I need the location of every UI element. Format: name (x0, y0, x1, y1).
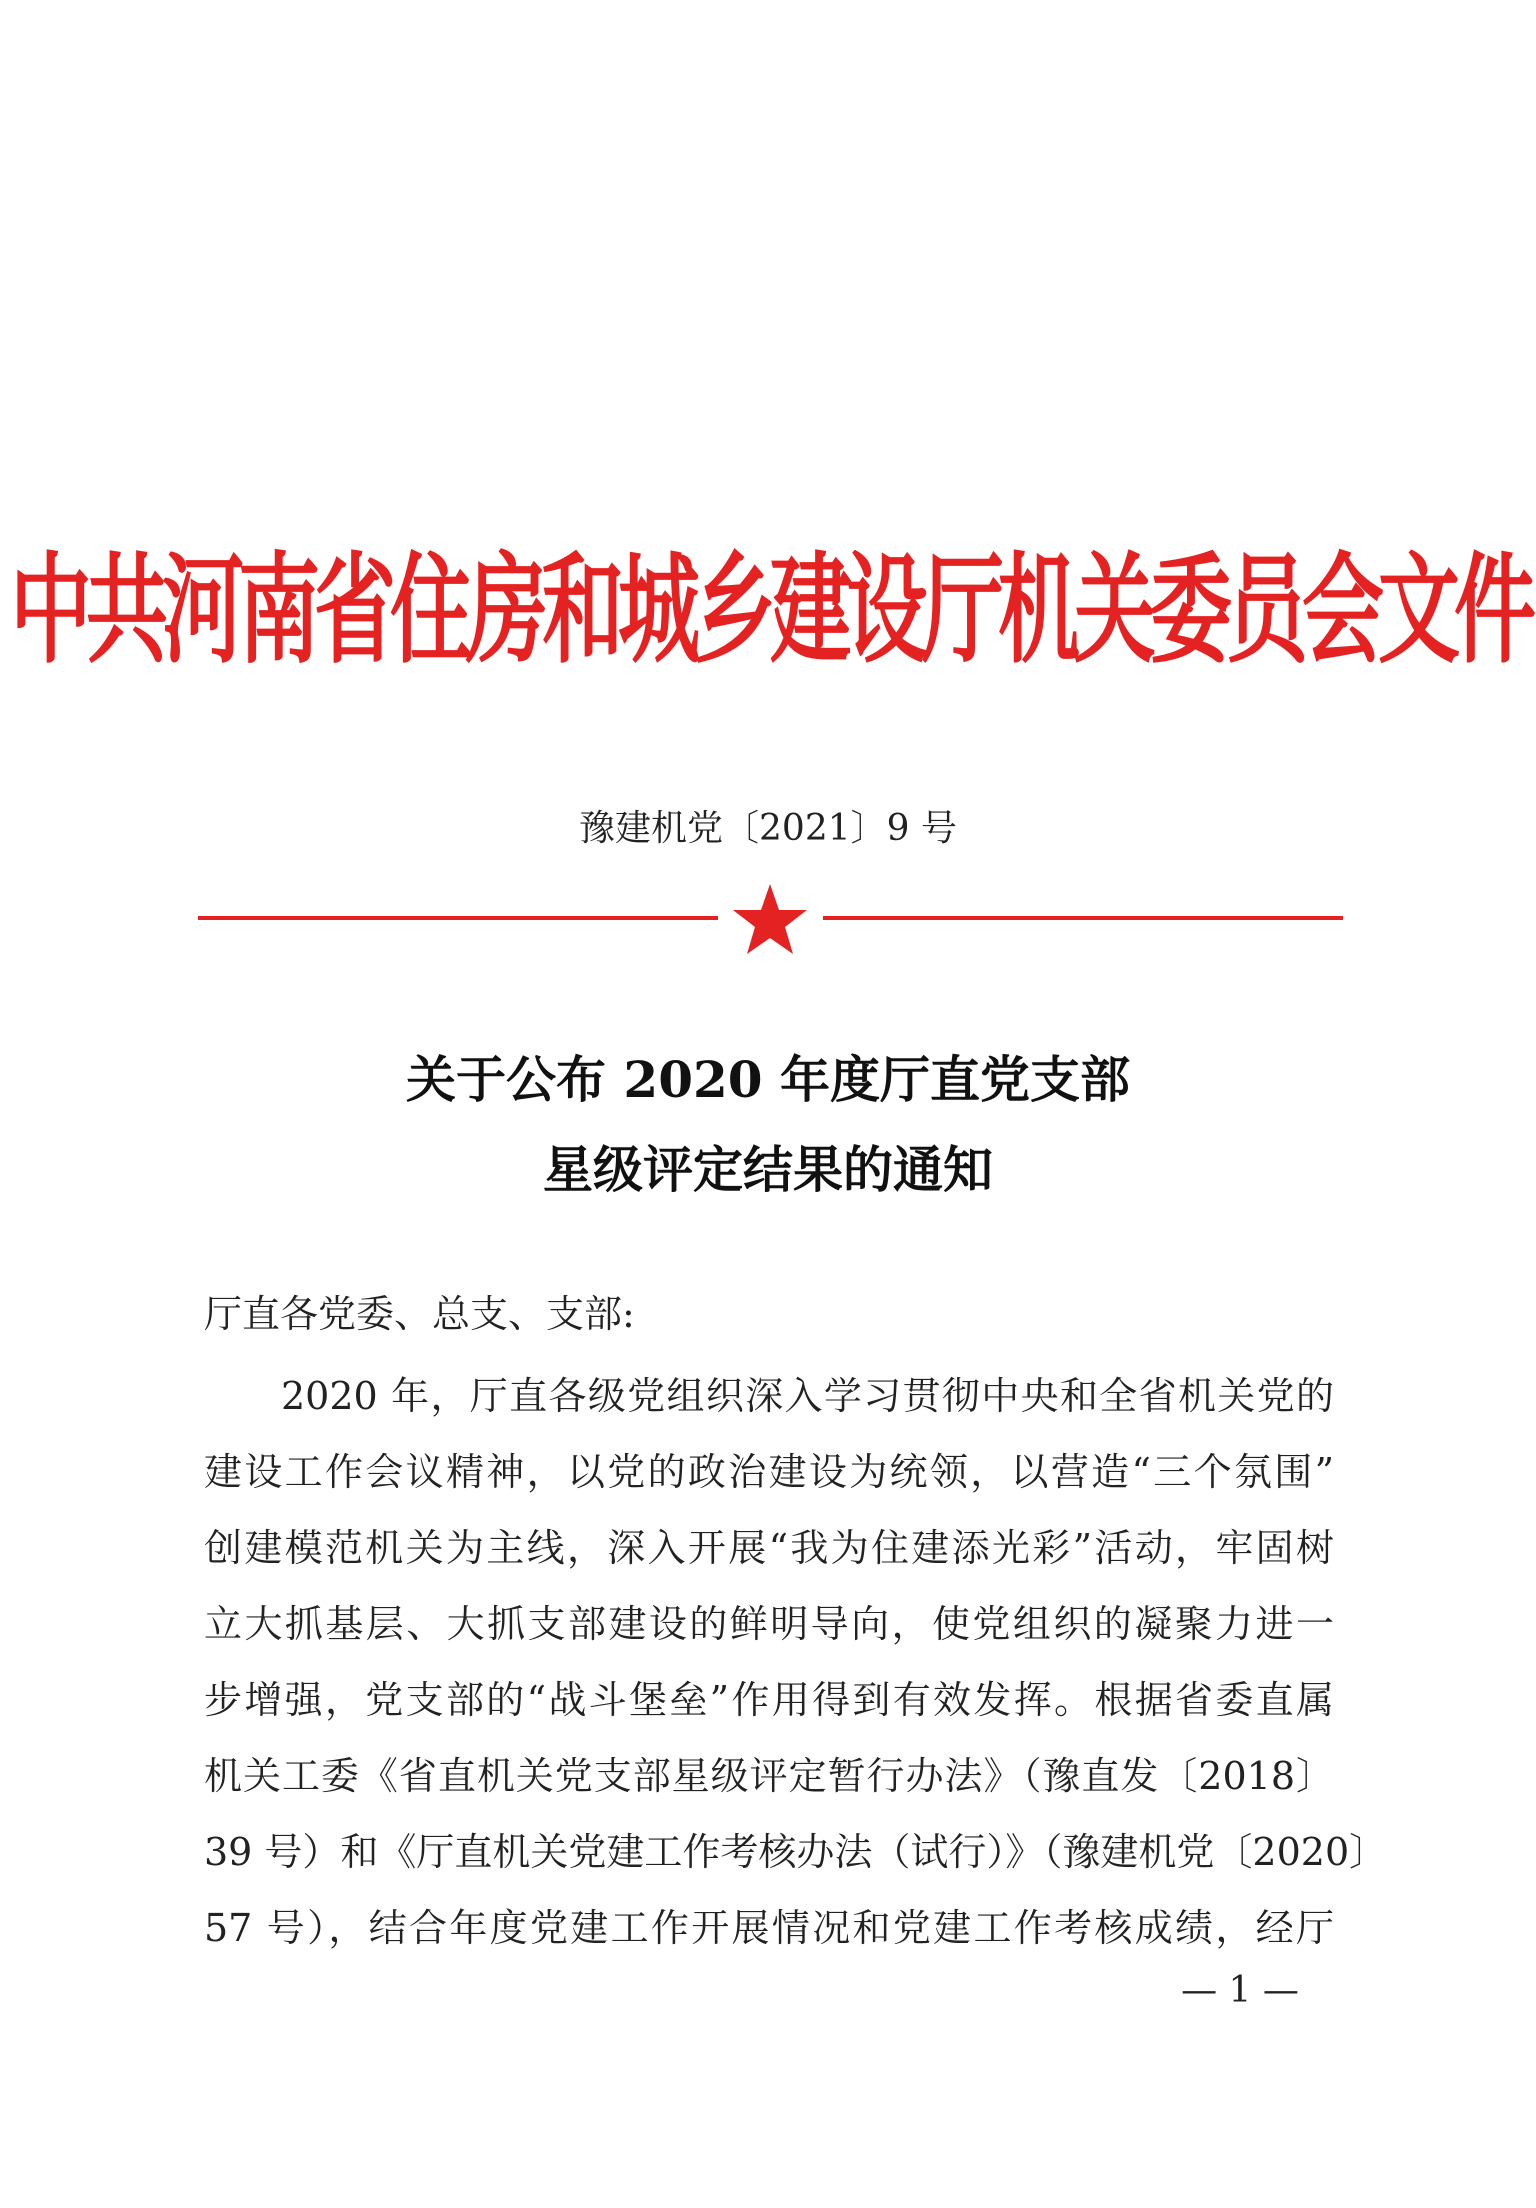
body-line: 57 号），结合年度党建工作开展情况和党建工作考核成绩，经厅 (204, 1906, 1334, 1950)
body-line: 机关工委《省直机关党支部星级评定暂行办法》（豫直发〔2018〕 (204, 1754, 1334, 1798)
body-line: 创建模范机关为主线，深入开展“我为住建添光彩”活动，牢固树 (204, 1526, 1334, 1570)
body-line: 2020 年，厅直各级党组织深入学习贯彻中央和全省机关党的 (281, 1374, 1334, 1418)
body-line: 39 号）和《厅直机关党建工作考核办法（试行）》（豫建机党〔2020〕 (204, 1830, 1388, 1874)
masthead-title: 中共河南省住房和城乡建设厅机关委员会文件 (10, 541, 1531, 680)
document-number: 豫建机党〔2021〕9 号 (579, 808, 957, 849)
star-icon (730, 880, 810, 960)
notice-title-line-2: 星级评定结果的通知 (543, 1140, 993, 1199)
body-line: 步增强，党支部的“战斗堡垒”作用得到有效发挥。根据省委直属 (204, 1678, 1334, 1722)
page-number: — 1 — (1181, 1970, 1299, 2011)
notice-title-line-1: 关于公布 2020 年度厅直党支部 (406, 1050, 1130, 1109)
divider-rule-left (198, 916, 718, 920)
salutation: 厅直各党委、总支、支部: (204, 1292, 635, 1336)
body-line: 立大抓基层、大抓支部建设的鲜明导向，使党组织的凝聚力进一 (204, 1602, 1334, 1646)
divider-rule-right (823, 916, 1343, 920)
red-divider (198, 880, 1343, 960)
body-line: 建设工作会议精神，以党的政治建设为统领，以营造“三个氛围” (204, 1450, 1334, 1494)
